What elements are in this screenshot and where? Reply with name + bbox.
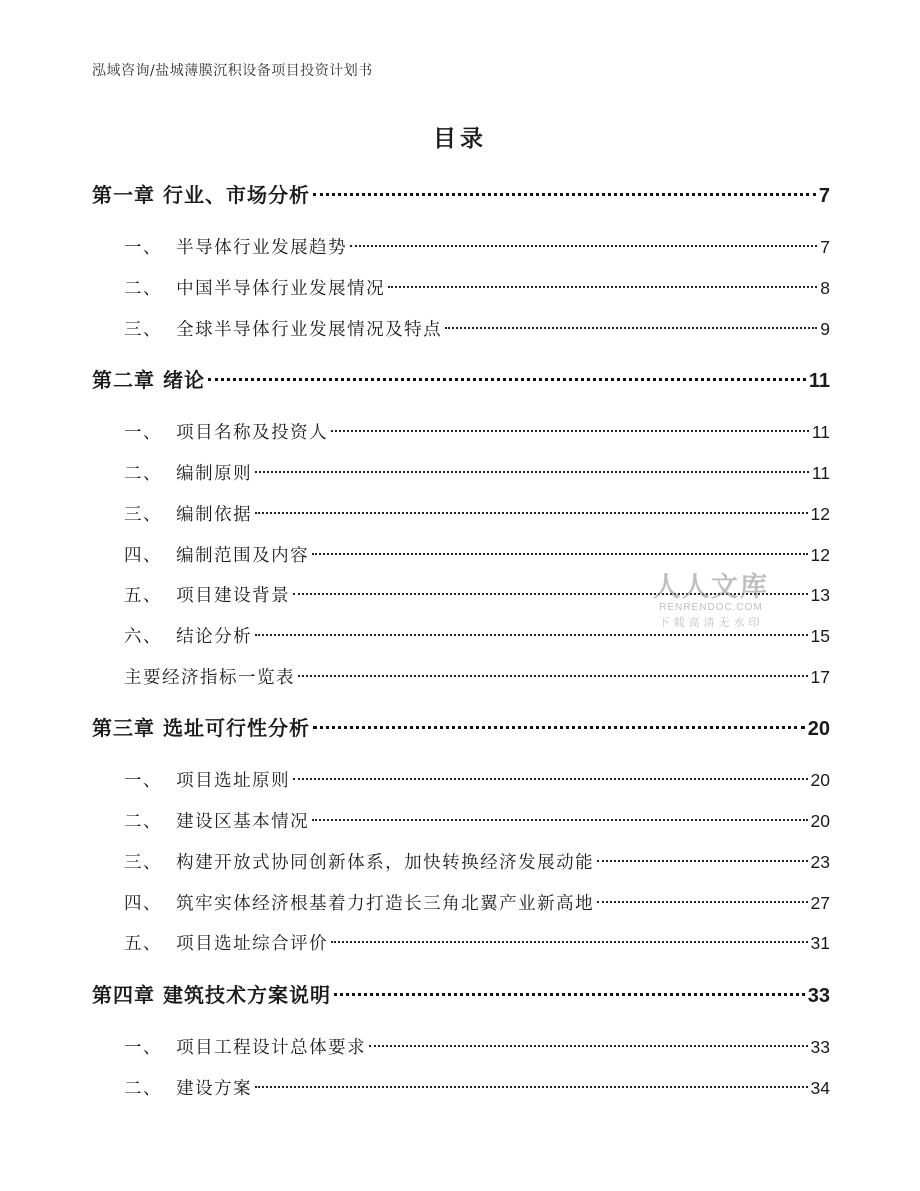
watermark-logo-text: 人人文库 — [653, 572, 769, 603]
toc-title: 目录 — [433, 126, 487, 152]
toc-entry-title: 一、 项目工程设计总体要求 — [124, 1038, 367, 1058]
toc-dot-leader — [255, 1086, 807, 1088]
toc-dot-leader — [388, 286, 817, 288]
toc-page-number: 11 — [811, 422, 830, 442]
toc-page-number: 15 — [810, 626, 830, 646]
toc-section-entry[interactable] — [124, 417, 830, 447]
toc-dot-leader — [334, 993, 805, 996]
toc-section-entry[interactable] — [124, 765, 830, 795]
toc-entry-title: 二、 建设方案 — [124, 1079, 253, 1099]
watermark — [646, 565, 776, 630]
toc-page-number: 20 — [810, 811, 830, 831]
toc-page-number: 12 — [810, 545, 830, 565]
toc-dot-leader — [313, 726, 805, 729]
toc-entry-title: 三、 编制依据 — [124, 505, 253, 525]
toc-dot-leader — [350, 245, 817, 247]
toc-page-number: 12 — [810, 504, 830, 524]
toc-dot-leader — [597, 860, 807, 862]
toc-entry-title: 第二章 绪论 — [92, 368, 205, 392]
toc-section-entry[interactable] — [124, 928, 830, 958]
toc-chapter-entry[interactable] — [92, 713, 830, 743]
toc-chapter-entry[interactable] — [92, 365, 830, 395]
toc-entry-title: 四、 编制范围及内容 — [124, 546, 310, 566]
toc-entry-title: 四、 筑牢实体经济根基着力打造长三角北翼产业新高地 — [124, 894, 595, 914]
toc-entry-title: 六、 结论分析 — [124, 627, 253, 647]
toc-section-entry[interactable] — [124, 806, 830, 836]
toc-entry-title: 五、 项目选址综合评价 — [124, 934, 329, 954]
toc-page-number: 34 — [810, 1078, 830, 1098]
toc-page-number: 8 — [820, 278, 830, 298]
toc-dot-leader — [331, 430, 809, 432]
toc-section-entry[interactable] — [124, 458, 830, 488]
toc-dot-leader — [312, 819, 807, 821]
toc-page-number: 11 — [811, 463, 830, 483]
toc-section-entry[interactable] — [124, 1073, 830, 1103]
toc-page-number: 23 — [810, 852, 830, 872]
document-header: 泓域咨询/盐城薄膜沉积设备项目投资计划书 — [92, 63, 373, 79]
toc-section-entry[interactable] — [124, 1032, 830, 1062]
toc-dot-leader — [313, 193, 816, 196]
toc-page-number: 9 — [820, 319, 830, 339]
toc-section-entry[interactable] — [124, 273, 830, 303]
watermark-slogan: 下载高清无水印 — [658, 616, 764, 629]
toc-entry-title: 第三章 选址可行性分析 — [92, 716, 310, 740]
toc-entry-title: 一、 项目名称及投资人 — [124, 423, 329, 443]
toc-entry-title: 第一章 行业、市场分析 — [92, 183, 310, 207]
toc-dot-leader — [208, 378, 806, 381]
toc-section-entry[interactable] — [124, 499, 830, 529]
toc-entry-title: 第四章 建筑技术方案说明 — [92, 983, 331, 1007]
toc-dot-leader — [255, 471, 809, 473]
toc-section-entry[interactable] — [124, 314, 830, 344]
toc-chapter-entry[interactable] — [92, 980, 830, 1010]
toc-dot-leader — [293, 778, 807, 780]
toc-page-number: 11 — [808, 370, 830, 392]
toc-page-number: 33 — [810, 1037, 830, 1057]
toc-page-number: 31 — [810, 933, 830, 953]
toc-chapter-entry[interactable] — [92, 180, 830, 210]
toc-dot-leader — [445, 327, 817, 329]
toc-entry-title: 五、 项目建设背景 — [124, 586, 291, 606]
toc-entry-title: 三、 全球半导体行业发展情况及特点 — [124, 320, 443, 340]
toc-page-number: 20 — [807, 718, 830, 740]
toc-section-entry[interactable] — [124, 232, 830, 262]
toc-dot-leader — [255, 512, 807, 514]
toc-dot-leader — [331, 941, 807, 943]
watermark-domain: RENRENDOC.COM — [659, 602, 763, 613]
toc-page-number: 20 — [810, 770, 830, 790]
toc-entry-title: 二、 中国半导体行业发展情况 — [124, 279, 386, 299]
toc-dot-leader — [298, 675, 808, 677]
toc-entry-title: 三、 构建开放式协同创新体系，加快转换经济发展动能 — [124, 853, 595, 873]
toc-entry-title: 主要经济指标一览表 — [124, 668, 295, 688]
toc-page-number: 7 — [820, 237, 830, 257]
toc-dot-leader — [369, 1045, 807, 1047]
toc-entry-title: 二、 建设区基本情况 — [124, 812, 310, 832]
toc-entry-title: 一、 项目选址原则 — [124, 771, 291, 791]
toc-dot-leader — [255, 634, 807, 636]
toc-page-number: 7 — [818, 185, 830, 207]
toc-entry-title: 二、 编制原则 — [124, 464, 253, 484]
toc-section-entry[interactable] — [124, 847, 830, 877]
toc-section-entry[interactable] — [124, 888, 830, 918]
toc-page-number: 27 — [810, 893, 830, 913]
toc-dot-leader — [597, 901, 807, 903]
toc-dot-leader — [312, 553, 807, 555]
toc-page-number: 33 — [807, 985, 830, 1007]
toc-section-entry[interactable] — [124, 662, 830, 692]
toc-page-number: 13 — [810, 585, 830, 605]
toc-page-number: 17 — [810, 667, 830, 687]
toc-entry-title: 一、 半导体行业发展趋势 — [124, 238, 348, 258]
